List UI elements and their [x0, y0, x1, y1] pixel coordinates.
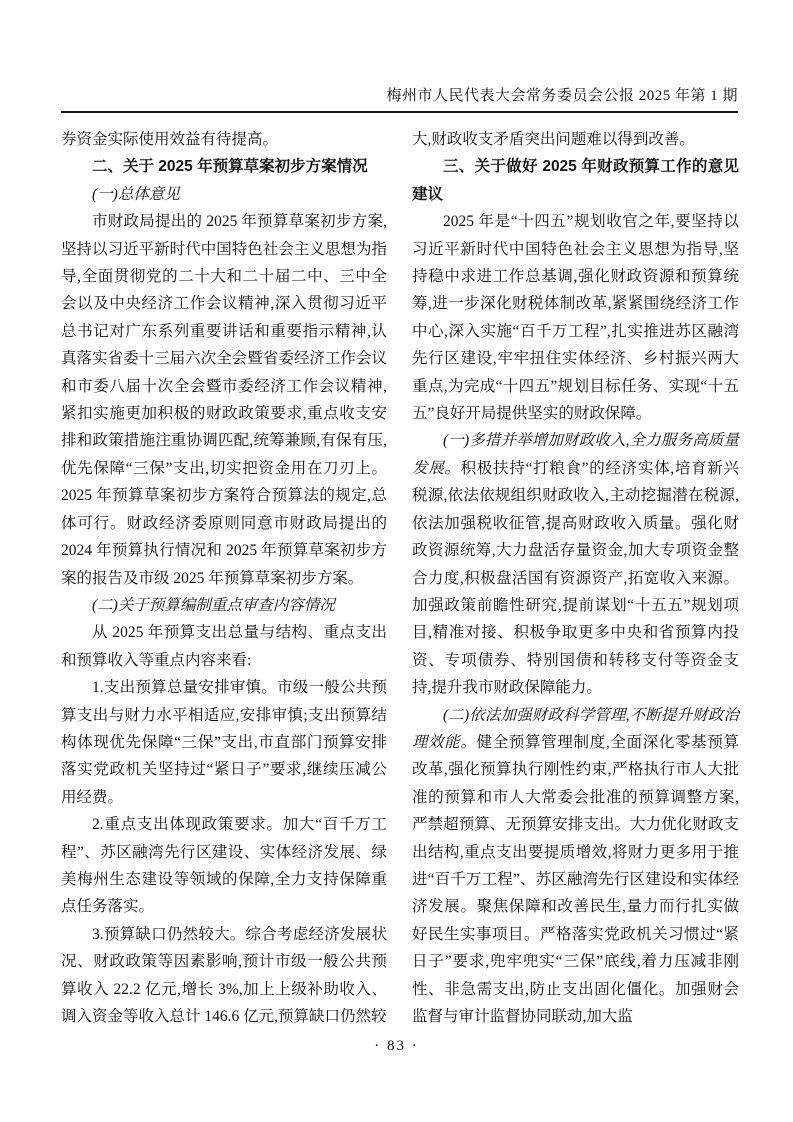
advice-paragraph-1 [412, 427, 739, 701]
advice-2-body: 健全预算管理制度,全面深化零基预算改革,强化预算执行刚性约束,严格执行市人大批准的预算和市人大常委会批准的预算调整方案,严禁超预算、无预算安排支出。大力优化财政支出结构,重点支出要提质增效,将财力更多用于推进“百千万工程”、苏区融湾先行区建设和实体经济发展。聚焦保障和改善民生,量力而行扎实做好民生实事项目。严格落实党政机关习惯过“紧日子”要求,兜牢兜实“三保”底线,着力压减非刚性、非急需支出,防止支出固化僵化。加强财会监督与审计监督协同联动,加大监 [412, 733, 739, 1025]
left-column [61, 126, 387, 1030]
review-intro-paragraph: 从 2025 年预算支出总量与结构、重点支出和预算收入等重点内容来看: [61, 624, 387, 669]
advice-2-lead: (二)依法加强财政科学管理,不断提升财政治理效能。 [412, 706, 739, 751]
outlook-paragraph: 2025 年是“十四五”规划收官之年,要坚持以习近平新时代中国特色社会主义思想为指导,坚持稳中求进工作总基调,强化财政资源和预算统筹,进一步深化财税体制改革,紧紧围绕经济工作中心,深入实施“百千万工程”,扎实推进苏区融湾先行区建设,牢牢扭住实体经济、乡村振兴两大重点,为完成“十四五”规划目标任务、实现“十五五”良好开局提供坚实的财政保障。 [412, 213, 739, 423]
numbered-item-1: 1.支出预算总量安排审慎。市级一般公共预算支出与财力水平相适应,安排审慎;支出预算结构体现优先保障“三保”支出,市直部门预算安排落实党政机关坚持过“紧日子”要求,继续压减公用经费。 [61, 679, 387, 806]
carryover-paragraph: 券资金实际使用效益有待提高。 [61, 131, 279, 148]
numbered-item-3: 3.预算缺口仍然较大。综合考虑经济发展状况、财政政策等因素影响,预计市级一般公共预算收入 22.2 亿元,增长 3%,加上上级补助收入、调入资金等收入总计 146.6 亿元,预算缺口仍然较 [61, 925, 387, 1025]
right-column [412, 126, 739, 1030]
advice-1-body: 积极扶持“打粮食”的经济实体,培育新兴税源,依法依规组织财政收入,主动挖掘潜在税源,依法加强税收征管,提高财政收入质量。强化财政资源统筹,大力盘活存量资金,加大专项资金整合力度,积极盘活国有资源资产,拓宽收入来源。加强政策前瞻性研究,提前谋划“十五五”规划项目,精准对接、积极争取更多中央和省预算内投资、专项债券、特别国债和转移支付等资金支持,提升我市财政保障能力。 [412, 459, 739, 697]
running-header: 梅州市人民代表大会常务委员会公报 2025 年第 1 期 [386, 88, 738, 104]
advice-paragraph-2 [412, 702, 739, 1031]
overall-opinion-paragraph: 市财政局提出的 2025 年预算草案初步方案,坚持以习近平新时代中国特色社会主义思想为指导,全面贯彻党的二十大和二十届二中、三中全会以及中央经济工作会议精神,深入贯彻习近平总书记对广东系列重要讲话和重要指示精神,认真落实省委十三届六次全会暨省委经济工作会议和市委八届十次全会暨市委经济工作会议精神,紧扣实施更加积极的财政政策要求,重点收支安排和政策措施注重协调匹配,统筹兼顾,有保有压,优先保障“三保”支出,切实把资金用在刀刃上。2025 年预算草案初步方案符合预算法的规定,总体可行。财政经济委原则同意市财政局提出的 2024 年预算执行情况和 2025 年预算草案初步方案的报告及市级 2025 年预算草案初步方案。 [61, 213, 387, 587]
subsection-2-title: (二)关于预算编制重点审查内容情况 [92, 596, 335, 614]
section-heading-3: 三、关于做好 2025 年财政预算工作的意见建议 [412, 158, 739, 203]
header-rule [61, 111, 738, 113]
numbered-item-2: 2.重点支出体现政策要求。加大“百千万工程”、苏区融湾先行区建设、实体经济发展、绿美梅州生态建设等领域的保障,全力支持保障重点任务落实。 [61, 816, 387, 916]
advice-1-lead: (一)多措并举增加财政收入,全力服务高质量发展。 [412, 432, 739, 477]
section-heading-2: 二、关于 2025 年预算草案初步方案情况 [92, 158, 368, 176]
subsection-1-title: (一)总体意见 [92, 185, 180, 203]
carryover-paragraph: 大,财政收支矛盾突出问题难以得到改善。 [412, 131, 695, 148]
page-number: · 83 · [374, 1038, 419, 1054]
